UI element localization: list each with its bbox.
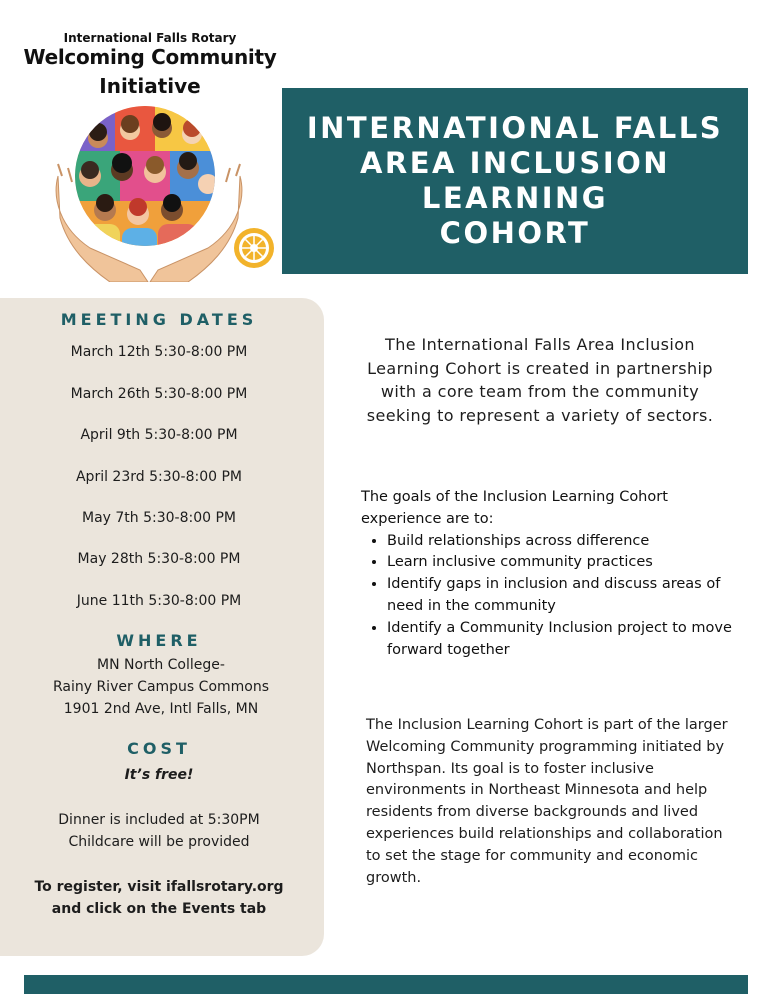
intro-paragraph: The International Falls Area Inclusion Learning Cohort is created in partnership with a core team from the community seeking to represent a variety of sectors. — [366, 335, 714, 425]
register-line-1: To register, visit ifallsrotary.org — [34, 879, 284, 895]
program-description: The Inclusion Learning Cohort is part of the larger Welcoming Community programming initiated by Northspan. Its goal is to foster inclusive environments in Northeast Minnesota and help residents from diverse backgrounds and lived experiences build relationships and collaboration to set the stage for community and economic growth. — [366, 717, 728, 886]
goals-list — [361, 531, 741, 662]
footer-bar — [24, 975, 748, 994]
goal-item: • Build relationships across difference — [387, 531, 741, 553]
community-people-illustration — [75, 106, 218, 258]
meeting-date: June 11th 5:30-8:00 PM — [76, 593, 242, 609]
community-hands-logo — [50, 98, 280, 282]
meeting-date: April 9th 5:30-8:00 PM — [80, 427, 238, 443]
childcare-note: Childcare will be provided — [68, 834, 250, 850]
where-heading: WHERE — [116, 631, 202, 650]
title-line-4: COHORT — [439, 216, 591, 250]
meeting-date: May 7th 5:30-8:00 PM — [81, 510, 236, 526]
title-line-3: LEARNING — [421, 181, 609, 215]
rotary-wheel-icon — [234, 228, 274, 268]
goals-section — [361, 487, 741, 661]
goals-heading: The goals of the Inclusion Learning Cohort experience are to: — [361, 489, 668, 527]
goal-item: • Learn inclusive community practices — [387, 552, 741, 574]
meeting-date: March 12th 5:30-8:00 PM — [70, 344, 248, 360]
meeting-date: March 26th 5:30-8:00 PM — [70, 386, 248, 402]
title-line-1: INTERNATIONAL FALLS — [306, 111, 724, 145]
event-details-sidebar — [0, 298, 324, 956]
register-line-2: and click on the Events tab — [51, 901, 267, 917]
meeting-date: April 23rd 5:30-8:00 PM — [75, 469, 242, 485]
meeting-dates-heading: MEETING DATES — [60, 310, 258, 329]
title-banner — [282, 88, 748, 274]
goal-item: • Identify a Community Inclusion project to move forward together — [387, 618, 741, 662]
cost-heading: COST — [127, 739, 191, 758]
location-line: Rainy River Campus Commons — [52, 679, 270, 695]
goal-item: • Identify gaps in inclusion and discuss areas of need in the community — [387, 574, 741, 618]
location-details — [0, 654, 322, 720]
org-name-small: International Falls Rotary — [63, 31, 237, 45]
cost-value: It’s free! — [124, 767, 194, 783]
org-program-title: Welcoming Community — [23, 45, 277, 69]
title-line-2: AREA INCLUSION — [359, 146, 671, 180]
dinner-note: Dinner is included at 5:30PM — [58, 812, 260, 828]
org-program-subtitle: Initiative — [99, 74, 201, 98]
meeting-date: May 28th 5:30-8:00 PM — [77, 551, 241, 567]
location-line: 1901 2nd Ave, Intl Falls, MN — [63, 701, 259, 717]
location-line: MN North College- — [97, 657, 225, 673]
